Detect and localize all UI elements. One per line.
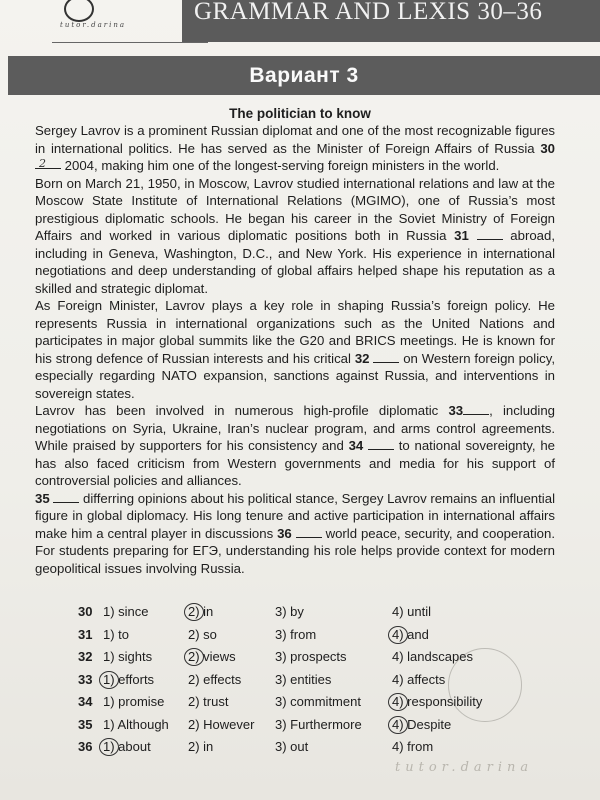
option-30-4[interactable]: 4) until [392,604,432,619]
option-33-3[interactable]: 3) entities [275,671,332,687]
text-segment: abroad, including in Geneva, Washington, D.C., and New York. His experience in international negotiations and deep understanding of global affairs helped shape his reputation as a skilled and strategic diplomat. [35,228,556,296]
answer-row-33 [78,672,598,695]
circled-answer-mark [99,671,119,689]
option-33-2[interactable]: 2) effects [188,671,242,687]
option-32-3[interactable]: 3) prospects [275,649,347,664]
question-number: 31 [78,626,93,642]
option-33-1[interactable]: 1) efforts [103,672,154,687]
option-35-2[interactable]: 2) However [188,716,255,732]
text-segment: As Foreign Minister, Lavrov plays a key role in shaping Russia’s foreign policy. He represents Russia in international organizations such as the United Nations and participates in major global summits like the G20 and BRICS meetings. He is known for his strong defence of Russian interests and his critical [35,298,555,366]
gap-blank-34 [368,438,394,450]
logo-text: tutor.darina [60,21,127,29]
logo-divider [52,42,208,43]
question-number: 35 [78,716,93,732]
text-segment: , including negotiations on Syria, Ukraine, Iran’s nuclear program, and arms control agreements. While praised by supporters for his consistency and [35,403,555,453]
gap-blank-32 [373,351,399,363]
option-36-2[interactable]: 2) in [188,739,214,754]
answer-row-34 [78,694,598,717]
text-segment: on Western foreign policy, especially regarding NATO expansion, sanctions against Russia, and interventions in sovereign states. [35,350,556,401]
answer-row-35 [78,717,598,740]
option-36-1[interactable]: 1) about [103,739,151,754]
option-32-2[interactable]: 2) views [188,649,236,664]
question-number: 36 [78,739,93,754]
paragraph-5 [35,490,555,578]
gap-number-31: 31 [454,228,469,243]
option-30-1[interactable]: 1) since [103,604,149,619]
question-number: 34 [78,694,93,709]
tutor-logo [40,2,170,42]
answer-row-30 [78,604,598,627]
option-34-3[interactable]: 3) commitment [275,694,361,709]
answer-row-36 [78,739,598,762]
variant-band [8,56,600,95]
option-31-2[interactable]: 2) so [188,626,217,642]
text-segment: differring opinions about his political stance, Sergey Lavrov remains an influential figure in global diplomacy. His long tenure and active participation in international affairs make him a central player in discussions [35,490,555,541]
text-segment: Born on March 21, 1950, in Moscow, Lavrov studied international relations and law at the Moscow State Institute of International Relations (MGIMO), one of Russia’s most prestigious diplomatic schools. He began his career in the Soviet Ministry of Foreign Affairs and worked in various diplomatic positions both in Russia [35,175,555,243]
option-34-2[interactable]: 2) trust [188,694,229,709]
gap-blank-33 [463,403,489,415]
gap-blank-30 [35,157,61,169]
paragraph-2 [35,175,555,298]
answer-row-32 [78,649,598,672]
gap-blank-35 [53,491,79,503]
option-34-1[interactable]: 1) promise [103,694,165,709]
variant-title: Вариант 3 [249,63,359,87]
option-35-1[interactable]: 1) Although [103,716,169,732]
option-35-3[interactable]: 3) Furthermore [275,716,362,732]
option-36-4[interactable]: 4) from [392,739,434,754]
circled-answer-mark [184,648,204,666]
option-31-1[interactable]: 1) to [103,626,130,642]
text-segment: world peace, security, and cooperation. For students preparing for ЕГЭ, understanding his role helps provide context for modern geopolitical issues involving Russia. [35,525,555,576]
circled-answer-mark [388,693,408,711]
option-31-3[interactable]: 3) from [275,626,317,642]
gap-number-32: 32 [354,350,370,366]
circled-answer-mark [184,603,204,621]
text-title: The politician to know [229,106,371,121]
option-30-3[interactable]: 3) by [275,604,304,619]
paragraph-1 [35,122,555,175]
option-32-4[interactable]: 4) landscapes [392,649,473,664]
circled-answer-mark [388,626,408,644]
header-bar [182,0,600,42]
gap-number-34: 34 [348,438,364,453]
question-number: 30 [78,604,93,619]
option-31-4[interactable]: 4) and [392,627,429,642]
circled-answer-mark [388,716,408,734]
option-32-1[interactable]: 1) sights [103,649,153,664]
question-number: 32 [78,649,93,664]
gap-number-33: 33 [448,403,464,418]
text-segment: to national sovereignty, he has also faced criticism from Western governments and media for his support of controversial policies and alliances. [35,438,555,488]
answer-row-31 [78,627,598,650]
logo-mark-icon [64,0,94,22]
option-30-2[interactable]: 2) in [188,604,213,619]
paragraph-3 [35,297,555,402]
text-segment: Lavrov has been involved in numerous high-profile diplomatic [35,403,439,418]
option-34-4[interactable]: 4) responsibility [392,694,482,709]
gap-number-30: 30 [540,140,555,156]
gap-number-35: 35 [35,490,50,506]
section-title: GRAMMAR AND LEXIS 30–36 [194,0,543,25]
answer-options [78,604,598,762]
text-segment: Sergey Lavrov is a prominent Russian diplomat and one of the most recognizable figures in international politics. He has served as the Minister of Foreign Affairs of Russia [35,123,555,156]
gap-number-36: 36 [277,525,292,541]
paragraph-4 [35,402,555,490]
option-35-4[interactable]: 4) Despite [392,717,451,732]
option-33-4[interactable]: 4) affects [392,671,446,687]
option-36-3[interactable]: 3) out [275,739,309,754]
gap-blank-31 [477,228,503,240]
question-number: 33 [78,671,93,687]
gap-blank-36 [296,526,322,538]
reading-text [35,122,555,577]
text-segment: 2004, making him one of the longest-serving foreign ministers in the world. [64,158,500,173]
circled-answer-mark [99,738,119,756]
watermark-text: tutor.darina [395,760,534,775]
handwritten-mark: 2 [39,157,46,170]
